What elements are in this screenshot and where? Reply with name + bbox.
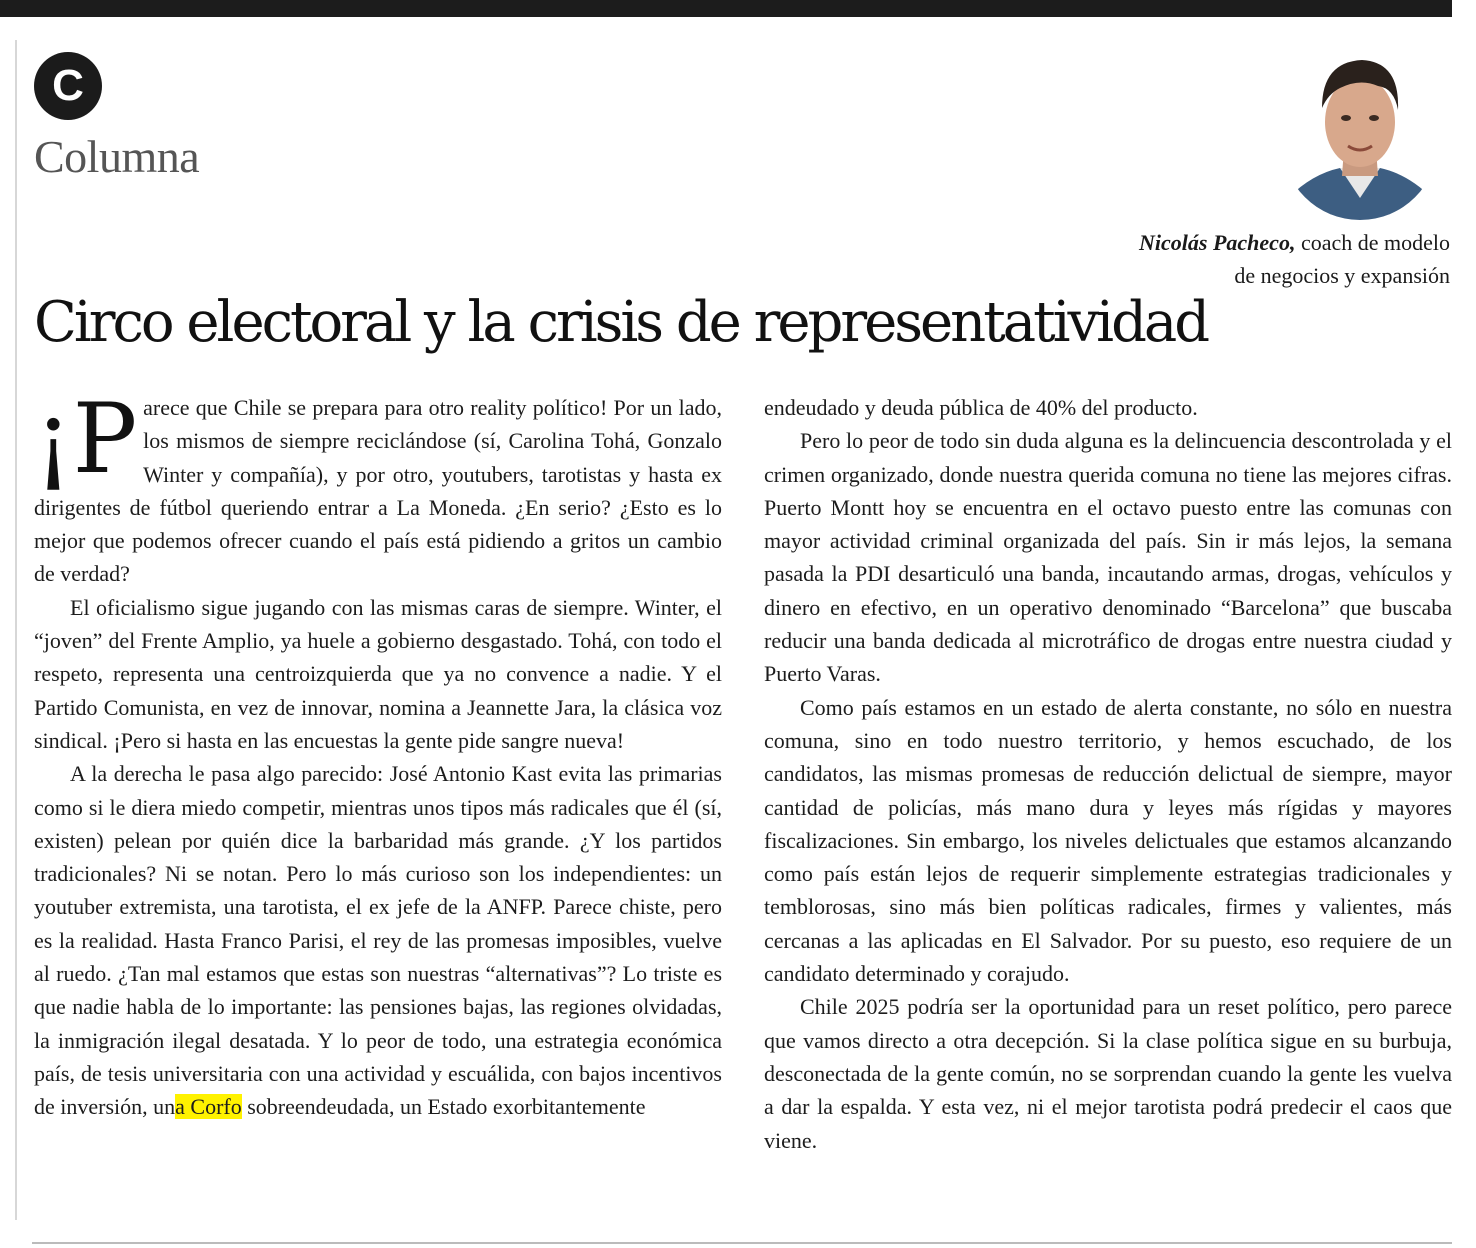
author-name: Nicolás Pacheco, — [1139, 230, 1296, 255]
article-column-left — [34, 383, 722, 1124]
author-role-line1: coach de modelo — [1295, 230, 1450, 255]
section-label: Columna — [34, 131, 200, 182]
paragraph-3-text: A la derecha le pasa algo parecido: José Antonio Kast evita las primarias como si le diera miedo competir, mientras unos tipos más radicales que él (sí, existen) pelean por quién dice la barbaridad más grande. ¿Y los partidos tradicionales? Ni se notan. Pero lo más curioso son los independientes: un youtuber extremista, una tarotista, el ex jefe de la ANFP. Parece chiste, pero es la realidad. Hasta Franco Parisi, el rey de las promesas imposibles, vuelve al ruedo. ¿Tan mal estamos que estas son nuestras “alternativas”? Lo triste es que nadie habla de lo importante: las pensiones bajas, las regiones olvidadas, la inmigración ilegal desatada. Y lo peor de todo, una estrategia económica país, de tesis universitaria con una actividad y escuálida, con bajos incentivos de inversión, un — [34, 761, 722, 1120]
highlighted-term: a Corfo — [175, 1094, 242, 1120]
bottom-rule — [32, 1242, 1452, 1244]
paragraph-1 — [34, 383, 722, 591]
paragraph-3 — [34, 757, 722, 1123]
paragraph-3-continued: endeudado y deuda pública de 40% del producto. — [764, 395, 1198, 420]
headline: Circo electoral y la crisis de representatividad — [34, 290, 1208, 355]
section-badge: C — [34, 52, 102, 120]
top-rule — [0, 0, 1452, 17]
author-photo — [1282, 48, 1438, 220]
paragraph-3-tail: sobreendeudada, un Estado exorbitantemente — [241, 1094, 646, 1120]
paragraph-1-text: arece que Chile se prepara para otro reality político! Por un lado, los mismos de siempre reciclándose (sí, Carolina Tohá, Gonzalo Winter y compañía), y por otro, youtubers, tarotistas y hasta ex dirigentes de fútbol queriendo entrar a La Moneda. ¿En serio? ¿Esto es lo mejor que podemos ofrecer cuando el país está pidiendo a gritos un cambio de verdad? — [34, 395, 722, 587]
drop-cap: ¡P — [34, 383, 138, 495]
author-byline — [1139, 226, 1450, 292]
paragraph-6: Chile 2025 podría ser la oportunidad para un reset político, pero parece que vamos directo a otra decepción. Si la clase política sigue en su burbuja, desconectada de la gente común, no se sorprendan cuando la gente les vuelva a dar la espalda. Y esta vez, ni el mejor tarotista podrá predecir el caos que viene. — [764, 994, 1452, 1153]
paragraph-2: El oficialismo sigue jugando con las mismas caras de siempre. Winter, el “joven” del Frente Amplio, ya huele a gobierno desgastado. Tohá, con todo el respeto, representa una centroizquierda que ya no convence a nadie. Y el Partido Comunista, en vez de innovar, nomina a Jeannette Jara, la clásica voz sindical. ¡Pero si hasta en las encuestas la gente pide sangre nueva! — [34, 594, 722, 753]
left-column-rule — [15, 40, 17, 1220]
article-column-right — [764, 391, 1452, 1157]
paragraph-5: Como país estamos en un estado de alerta constante, no sólo en nuestra comuna, sino en todo nuestro territorio, y hemos escuchado, de los candidatos, las mismas promesas de reducción delictual de siempre, mayor cantidad de policías, más mano dura y leyes más rígidas y mayores fiscalizaciones. Sin embargo, los niveles delictuales que estamos alcanzando como país están lejos de requerir simplemente estrategias tradicionales y temblorosas, sino más bien políticas radicales, firmes y valientes, más cercanas a las aplicadas en El Salvador. Por su puesto, eso requiere de un candidato determinado y corajudo. — [764, 694, 1452, 987]
paragraph-4: Pero lo peor de todo sin duda alguna es la delincuencia descontrolada y el crimen organizado, donde nuestra querida comuna no tiene las mejores cifras. Puerto Montt hoy se encuentra en el octavo puesto entre las comunas con mayor actividad criminal organizada del país. Sin ir más lejos, la semana pasada la PDI desarticuló una banda, incautando armas, drogas, vehículos y dinero en efectivo, en un operativo denominado “Barcelona” que buscaba reducir una banda dedicada al microtráfico de drogas entre nuestra ciudad y Puerto Varas. — [764, 428, 1452, 687]
author-role-line2: de negocios y expansión — [1234, 263, 1450, 288]
